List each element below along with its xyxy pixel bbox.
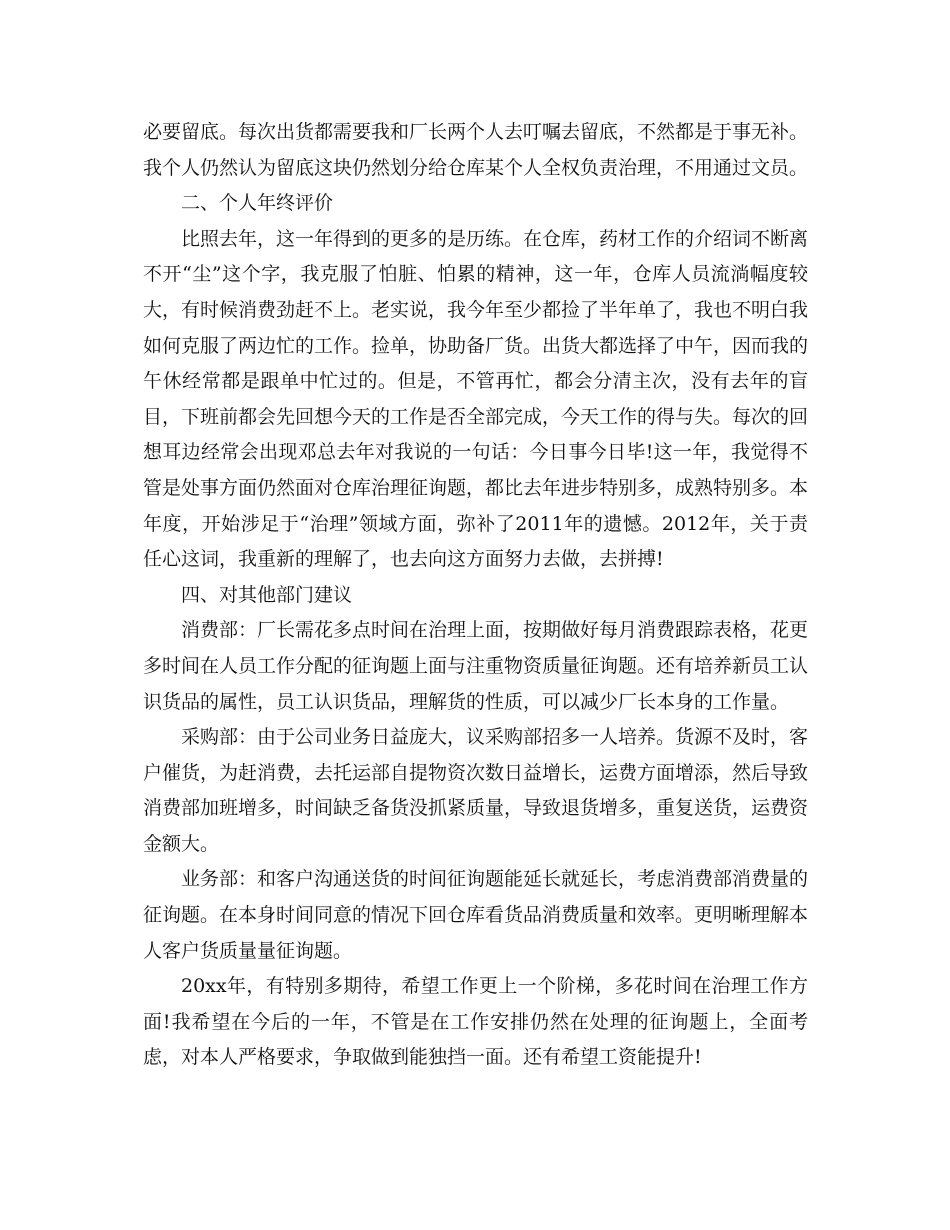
section-heading-department-suggestions: 四、对其他部门建议 — [181, 583, 353, 606]
section-heading-personal-review: 二、个人年终评价 — [181, 192, 334, 215]
paragraph-closing: 20xx年，有特别多期待，希望工作更上一个阶梯，多花时间在治理工作方面!我希望在今后的一年，不管是在工作安排仍然在处理的征询题上，全面考虑，对本人严格要求，争取做到能独挡一面。还有希望工资能提升! — [143, 975, 808, 1069]
paragraph-business-dept: 业务部：和客户沟通送货的时间征询题能延长就延长，考虑消费部消费量的征询题。在本身时间同意的情况下回仓库看货品消费质量和效率。更明晰理解本人客户货质量量征询题。 — [143, 868, 809, 962]
document-page — [143, 115, 808, 1076]
paragraph-storage-note: 必要留底。每次出货都需要我和厂长两个人去叮嘱去留底，不然都是于事无补。我个人仍然认为留底这块仍然划分给仓库某个人全权负责治理，不用通过文员。 — [143, 121, 809, 179]
paragraph-personal-review: 比照去年，这一年得到的更多的是历练。在仓库，药材工作的介绍词不断离不开“尘”这个字，我克服了怕脏、怕累的精神，这一年，仓库人员流淌幅度较大，有时候消费劲赶不上。老实说，我今年至少都捡了半年单了，我也不明白我如何克服了两边忙的工作。捡单，协助备厂货。出货大都选择了中午，因而我的午休经常都是跟单中忙过的。但是，不管再忙，都会分清主次，没有去年的盲目，下班前都会先回想今天的工作是否全部完成，今天工作的得与失。每次的回想耳边经常会出现邓总去年对我说的一句话：今日事今日毕!这一年，我觉得不管是处事方面仍然面对仓库治理征询题，都比去年进步特别多，成熟特别多。本年度，开始涉足于“治理”领域方面，弥补了2011年的遗憾。2012年，关于责任心这词，我重新的理解了，也去向这方面努力去做，去拼搏! — [143, 227, 809, 571]
paragraph-production-dept: 消费部：厂长需花多点时间在治理上面，按期做好每月消费跟踪表格，花更多时间在人员工作分配的征询题上面与注重物资质量征询题。还有培养新员工认识货品的属性，员工认识货品，理解货的性质，可以减少厂长本身的工作量。 — [143, 619, 809, 713]
paragraph-purchasing-dept: 采购部：由于公司业务日益庞大，议采购部招多一人培养。货源不及时，客户催货，为赶消费，去托运部自提物资次数日益增长，运费方面增添，然后导致消费部加班增多，时间缺乏备货没抓紧质量，导致退货增多，重复送货，运费资金额大。 — [143, 726, 809, 855]
